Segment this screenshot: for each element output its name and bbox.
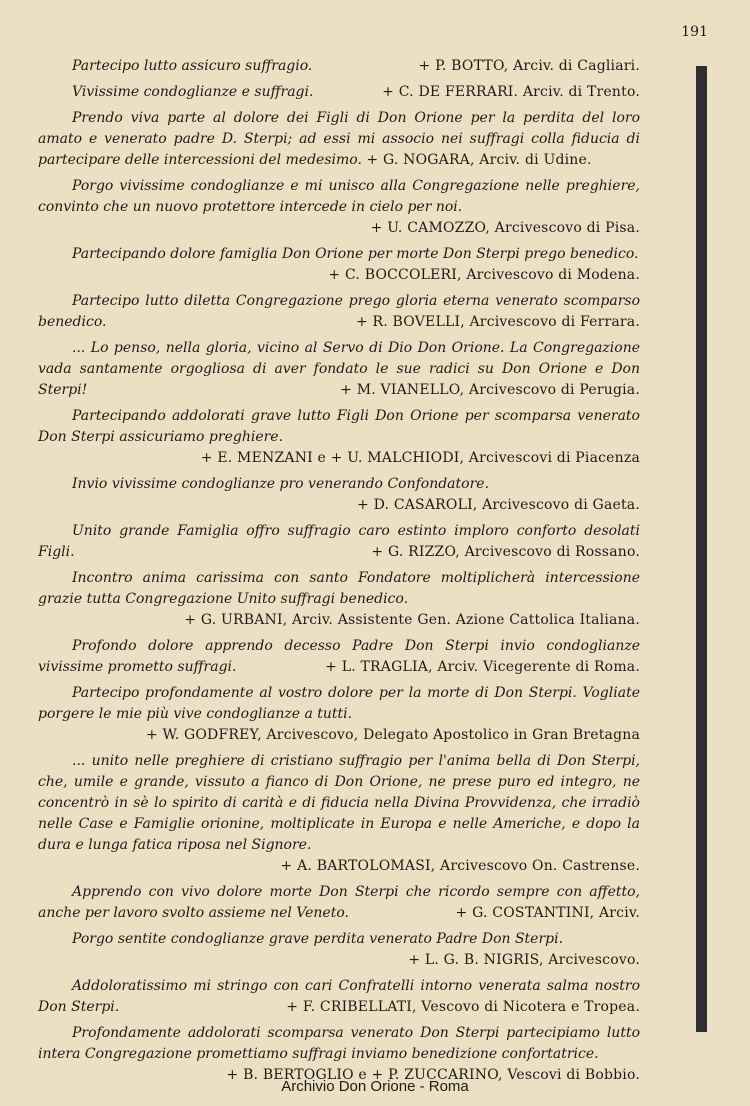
signature: + R. BOVELLI, Arcivescovo di Ferrara. [355, 314, 640, 330]
signature: + W. GODFREY, Arcivescovo, Delegato Apostolico in Gran Bretagna [145, 727, 640, 743]
archive-footer: Archivio Don Orione - Roma [281, 1078, 469, 1095]
condolence-entry [38, 929, 640, 971]
condolence-entry [38, 244, 640, 286]
message-text: Incontro anima carissima con santo Fondatore moltiplicherà intercessione grazie tutta Congregazione Unito suffragi benedico. [38, 570, 640, 607]
condolence-entry [38, 82, 640, 103]
signature: + M. VIANELLO, Arcivescovo di Perugia. [340, 382, 640, 398]
condolence-entry [38, 406, 640, 469]
condolence-entry [38, 108, 640, 171]
message-text: Vivissime condoglianze e suffragi. [72, 84, 314, 100]
condolence-entry [38, 338, 640, 401]
signature: + L. G. B. NIGRIS, Arcivescovo. [408, 952, 640, 968]
message-text: Porgo sentite condoglianze grave perdita venerato Padre Don Sterpi. [72, 931, 564, 947]
signature: + C. BOCCOLERI, Arcivescovo di Modena. [328, 267, 640, 283]
signature: + C. DE FERRARI. Arciv. di Trento. [382, 84, 640, 100]
condolence-entry [38, 291, 640, 333]
message-text: Profondamente addolorati scomparsa venerato Don Sterpi partecipiamo lutto intera Congregazione promettiamo suffragi inviamo benedizione confortatrice. [38, 1025, 640, 1062]
condolence-entry [38, 976, 640, 1018]
condolence-entry [38, 882, 640, 924]
message-text: Prendo viva parte al dolore dei Figli di Don Orione per la perdita del loro amato e venerato padre D. Sterpi; ad essi mi associo nei suffragi colla fiducia di partecipare delle intercessioni del medesimo. [38, 110, 640, 168]
message-text: Partecipando addolorati grave lutto Figli Don Orione per scomparsa venerato Don Sterpi assicuriamo preghiere. [38, 408, 640, 445]
signature: + G. URBANI, Arciv. Assistente Gen. Azione Cattolica Italiana. [184, 612, 640, 628]
message-text: Addoloratissimo mi stringo con cari Confratelli intorno venerata salma nostro Don Sterpi. [38, 978, 640, 1015]
message-text: Porgo vivissime condoglianze e mi unisco alla Congregazione nelle preghiere, convinto che un nuovo protettore intercede in cielo per noi. [38, 178, 640, 215]
condolence-entry [38, 568, 640, 631]
margin-bar [696, 66, 707, 1032]
signature: + B. BERTOGLIO e + P. ZUCCARINO, Vescovi di Bobbio. [226, 1067, 640, 1083]
message-text: ... Lo penso, nella gloria, vicino al Servo di Dio Don Orione. La Congregazione vada santamente orgogliosa di aver fondato le sue radici su Don Orione e Don Sterpi! [38, 340, 640, 398]
message-text: Invio vivissime condoglianze pro venerando Confondatore. [72, 476, 490, 492]
condolence-entry [38, 683, 640, 746]
signature: + G. RIZZO, Arcivescovo di Rossano. [371, 544, 640, 560]
signature: + G. NOGARA, Arciv. di Udine. [366, 152, 592, 168]
condolence-entry [38, 636, 640, 678]
signature: + U. CAMOZZO, Arcivescovo di Pisa. [370, 220, 640, 236]
message-text: Apprendo con vivo dolore morte Don Sterpi che ricordo sempre con affetto, anche per lavoro svolto assieme nel Veneto. [38, 884, 640, 921]
message-text: Partecipando dolore famiglia Don Orione per morte Don Sterpi prego benedico. [72, 246, 639, 262]
signature: + A. BARTOLOMASI, Arcivescovo On. Castrense. [280, 858, 640, 874]
condolence-entry [38, 56, 640, 77]
condolence-entry [38, 1023, 640, 1086]
message-text: Partecipo lutto diletta Congregazione prego gloria eterna venerato scomparso benedico. [38, 293, 640, 330]
signature: + P. BOTTO, Arciv. di Cagliari. [418, 58, 640, 74]
condolence-entry [38, 474, 640, 516]
condolence-list [38, 56, 640, 1091]
signature: + G. COSTANTINI, Arciv. [455, 905, 640, 921]
message-text: Unito grande Famiglia offro suffragio caro estinto imploro conforto desolati Figli. [38, 523, 640, 560]
message-text: Partecipo profondamente al vostro dolore per la morte di Don Sterpi. Vogliate porgere le mie più vive condoglianze a tutti. [38, 685, 640, 722]
signature: + D. CASAROLI, Arcivescovo di Gaeta. [357, 497, 640, 513]
message-text: ... unito nelle preghiere di cristiano suffragio per l'anima bella di Don Sterpi, che, umile e grande, vissuto a fianco di Don Orione, ne prese puro ed integro, ne concentrò in sè lo spirito di carità e di fiducia nella Divina Provvidenza, che irradiò nelle Case e Famiglie orionine, moltiplicate in Europa e nelle Americhe, e dopo la dura e lunga fatica riposa nel Signore. [38, 753, 640, 853]
message-text: Partecipo lutto assicuro suffragio. [72, 58, 313, 74]
signature: + L. TRAGLIA, Arciv. Vicegerente di Roma. [325, 659, 640, 675]
condolence-entry [38, 751, 640, 877]
condolence-entry [38, 521, 640, 563]
page-number: 191 [681, 24, 708, 40]
message-text: Profondo dolore apprendo decesso Padre Don Sterpi invio condoglianze vivissime prometto suffragi. [38, 638, 640, 675]
signature: + F. CRIBELLATI, Vescovo di Nicotera e Tropea. [286, 999, 640, 1015]
signature: + E. MENZANI e + U. MALCHIODI, Arcivescovi di Piacenza [200, 450, 640, 466]
condolence-entry [38, 176, 640, 239]
